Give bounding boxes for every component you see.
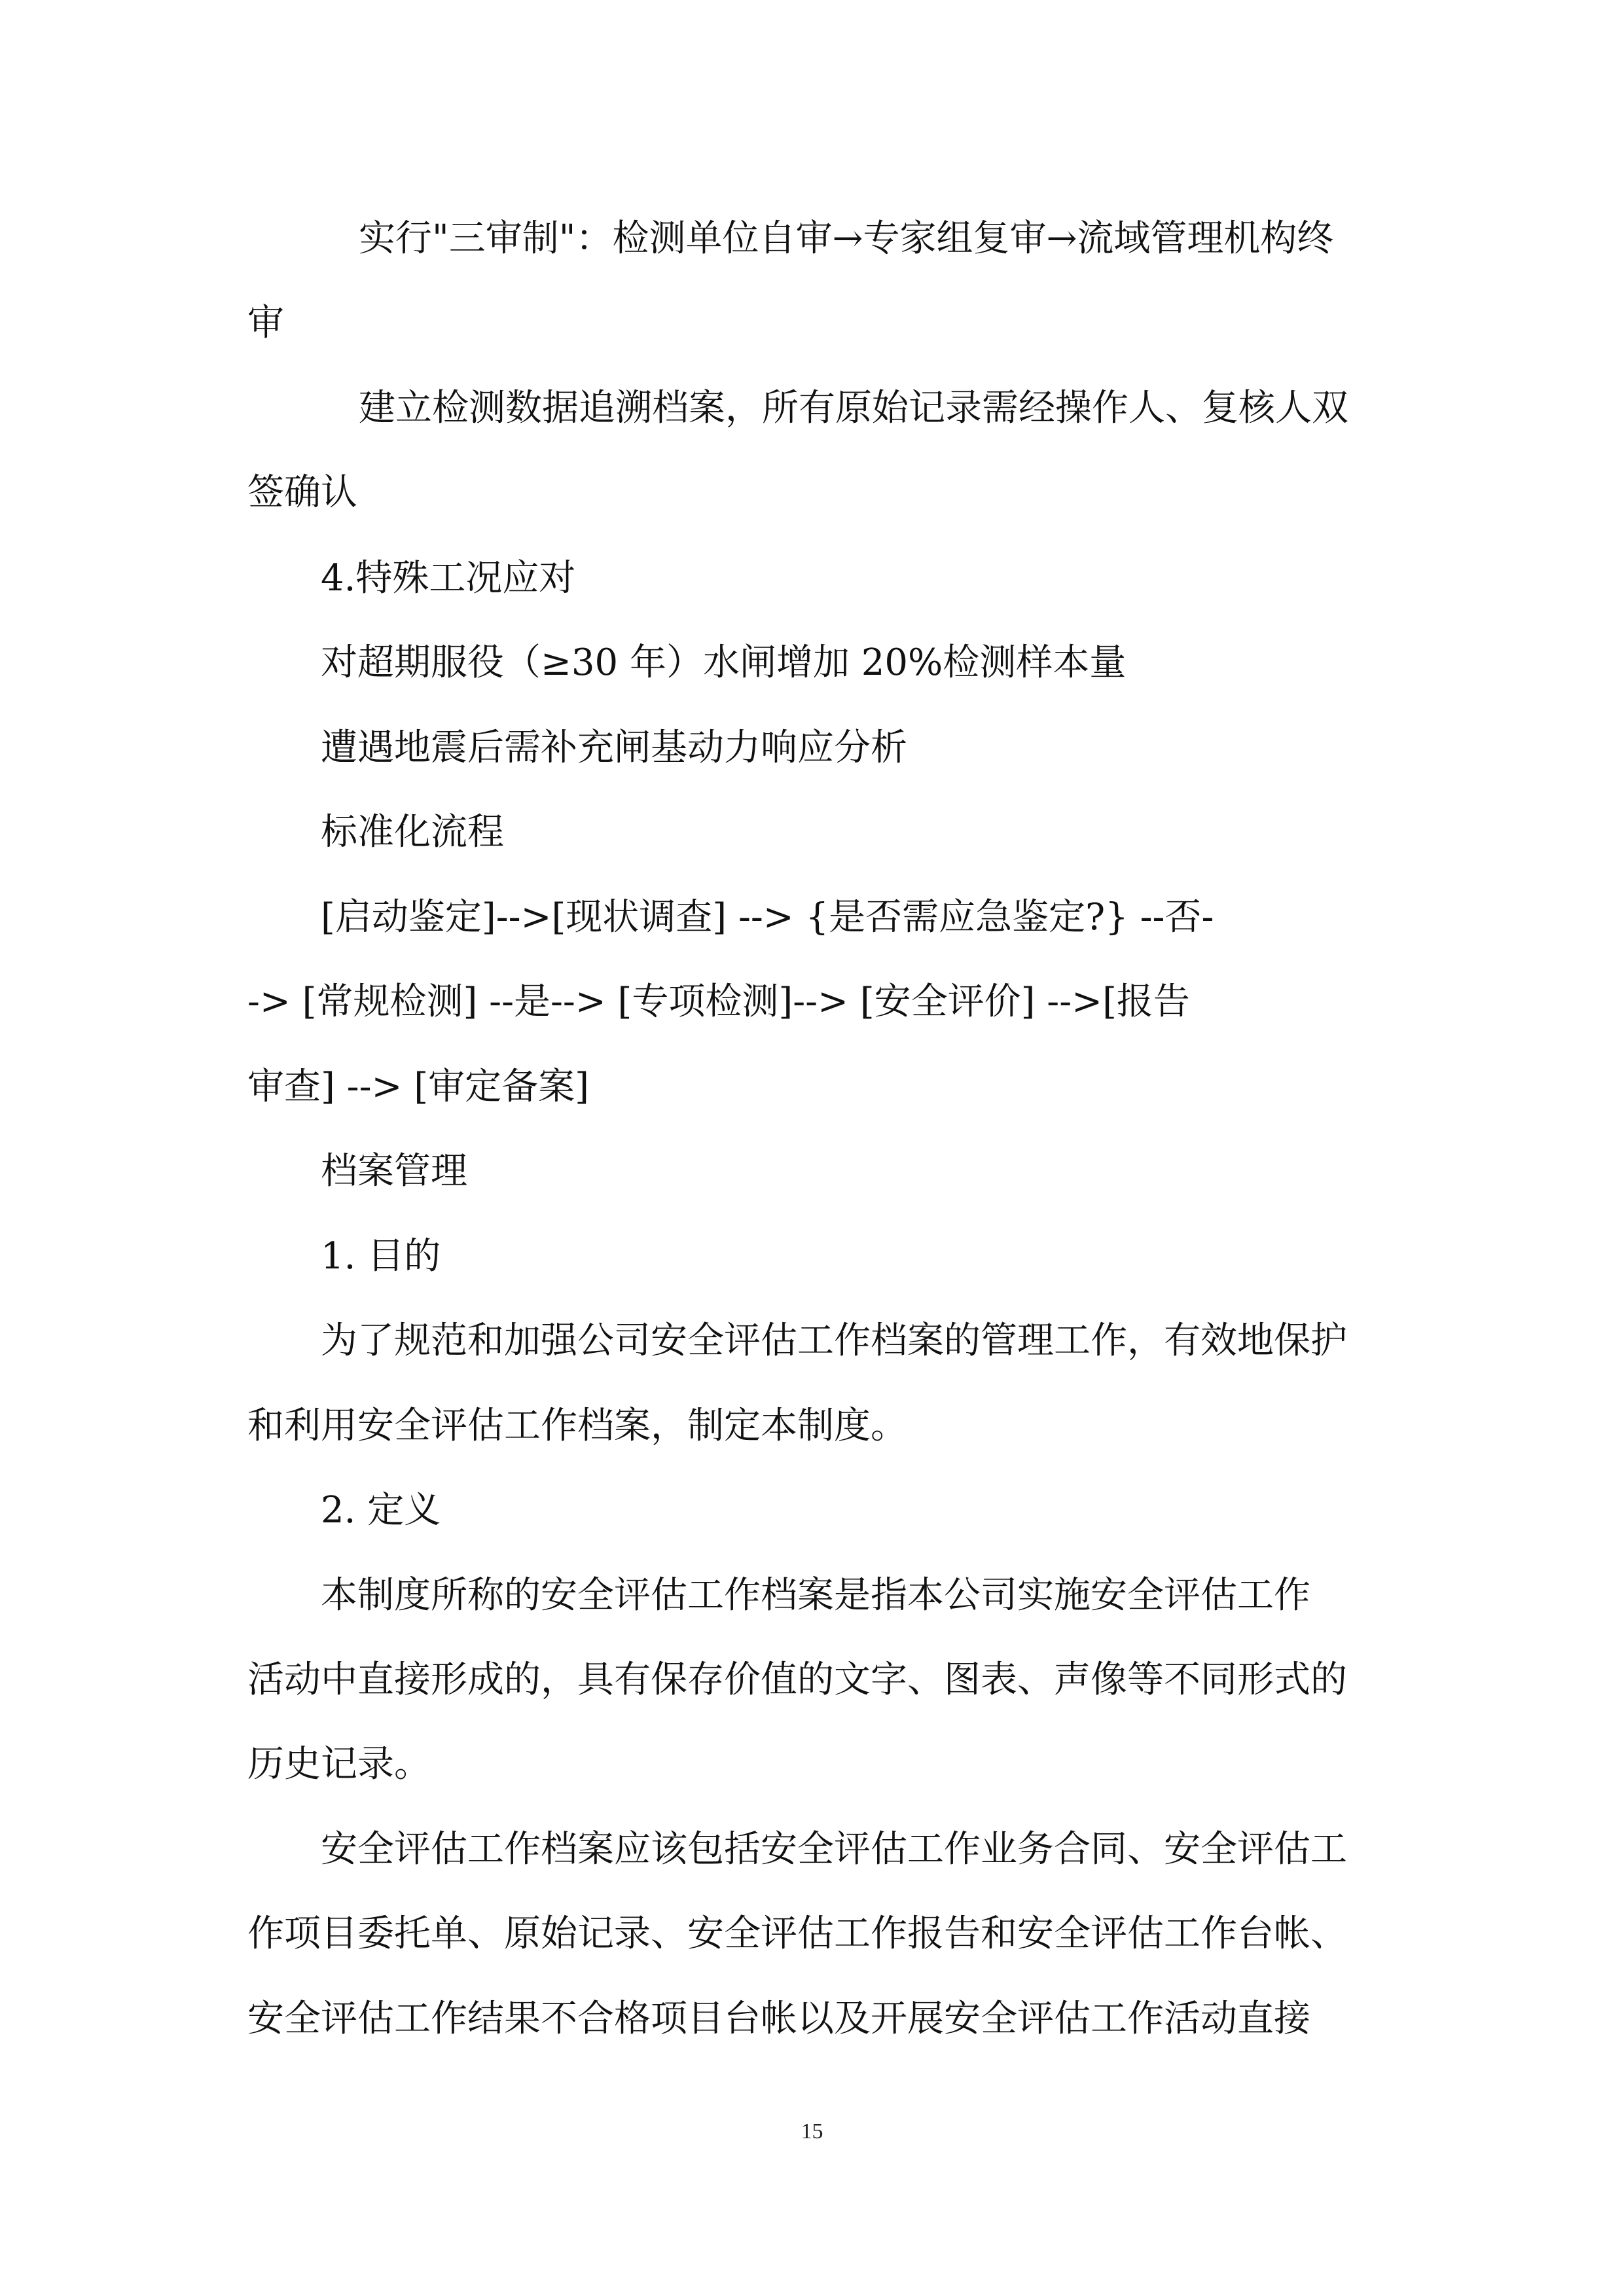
flow-text-line: -> [常规检测] --是--> [专项检测]--> [安全评价] -->[报告 bbox=[247, 980, 1190, 1023]
body-text-line: 安全评估工作档案应该包括安全评估工作业务合同、安全评估工 bbox=[321, 1828, 1347, 1871]
page-number: 15 bbox=[801, 2119, 823, 2144]
body-text-line: 为了规范和加强公司安全评估工作档案的管理工作，有效地保护 bbox=[321, 1319, 1347, 1362]
body-text-line: 活动中直接形成的，具有保存价值的文字、图表、声像等不同形式的 bbox=[247, 1659, 1347, 1701]
section-heading: 1. 目的 bbox=[321, 1235, 441, 1278]
body-text-line: 审 bbox=[247, 302, 284, 344]
body-text-line: 和利用安全评估工作档案，制定本制度。 bbox=[247, 1405, 907, 1447]
body-text-line: 遭遇地震后需补充闸基动力响应分析 bbox=[321, 726, 907, 769]
body-text-line: 对超期服役（≥30 年）水闸增加 20%检测样本量 bbox=[321, 641, 1127, 684]
body-text-line: 建立检测数据追溯档案，所有原始记录需经操作人、复核人双 bbox=[359, 387, 1348, 429]
body-text-line: 实行"三审制"：检测单位自审→专家组复审→流域管理机构终 bbox=[359, 217, 1334, 260]
body-text-line: 签确认 bbox=[247, 471, 357, 514]
flow-text-line: 审查] --> [审定备案] bbox=[247, 1066, 589, 1108]
flow-text-line: [启动鉴定]-->[现状调查] --> {是否需应急鉴定?} --否- bbox=[321, 896, 1214, 939]
body-text-line: 作项目委托单、原始记录、安全评估工作报告和安全评估工作台帐、 bbox=[247, 1912, 1347, 1955]
body-text-line: 本制度所称的安全评估工作档案是指本公司实施安全评估工作 bbox=[321, 1574, 1310, 1617]
section-heading: 标准化流程 bbox=[321, 811, 504, 853]
body-text-line: 历史记录。 bbox=[247, 1743, 431, 1785]
section-heading: 档案管理 bbox=[321, 1150, 467, 1193]
body-text-line: 安全评估工作结果不合格项目台帐以及开展安全评估工作活动直接 bbox=[247, 1998, 1310, 2040]
section-heading: 2. 定义 bbox=[321, 1489, 441, 1532]
section-heading: 4.特殊工况应对 bbox=[321, 557, 576, 600]
